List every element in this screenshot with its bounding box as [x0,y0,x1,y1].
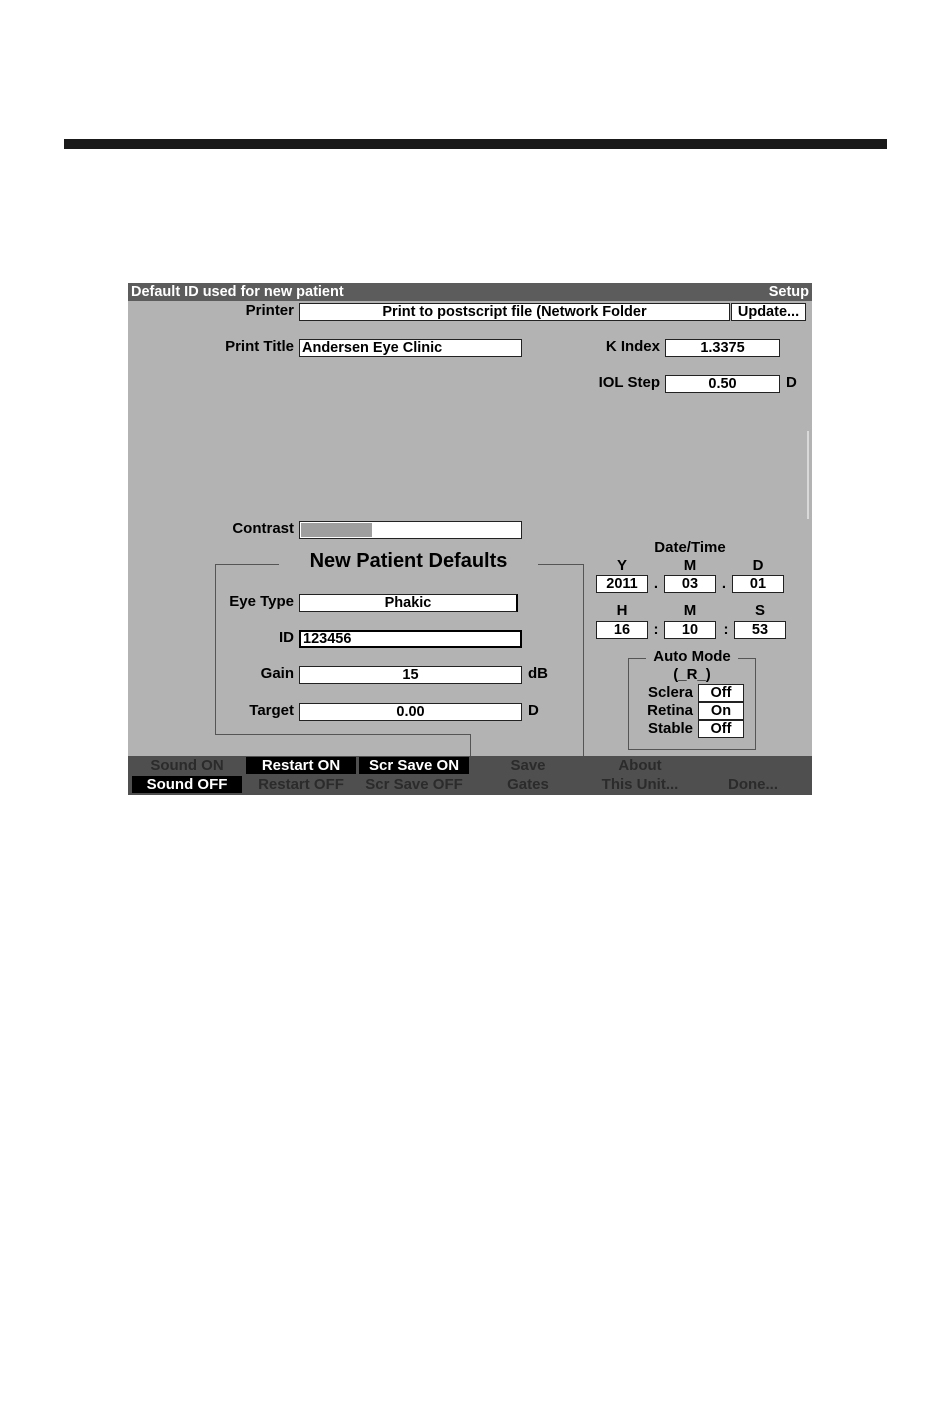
auto-mode-title: Auto Mode [653,648,731,665]
iol-step-label: IOL Step [598,374,660,391]
title-bar [128,283,812,301]
group-border-right [583,564,584,756]
date-header-year: Y [616,557,627,574]
save-gates-key-line2[interactable]: Gates [507,776,549,793]
restart-on-key[interactable]: Restart ON [246,757,356,774]
retina-toggle[interactable]: On [698,702,744,720]
date-separator: . [721,575,727,592]
eye-type-label: Eye Type [229,593,294,610]
second-input[interactable]: 53 [734,621,786,639]
group-border-notch [470,734,471,756]
auto-mode-subtitle: (_R_) [673,666,711,683]
automode-border-right [755,658,756,749]
time-separator: : [653,621,659,638]
iol-step-unit: D [786,374,797,391]
print-title-label: Print Title [225,338,294,355]
year-input[interactable]: 2011 [596,575,648,593]
sclera-toggle[interactable]: Off [698,684,744,702]
month-input[interactable]: 03 [664,575,716,593]
retina-label: Retina [647,702,693,719]
datetime-title: Date/Time [654,539,726,556]
time-header-minute: M [683,602,697,619]
target-input[interactable]: 0.00 [299,703,522,721]
time-header-hour: H [616,602,628,619]
time-separator: : [723,621,729,638]
hour-input[interactable]: 16 [596,621,648,639]
sound-off-key[interactable]: Sound OFF [132,776,242,793]
restart-off-key[interactable]: Restart OFF [258,776,344,793]
patient-id-input[interactable]: 123456 [299,630,522,648]
save-gates-key-line1[interactable]: Save [510,757,546,774]
stable-toggle[interactable]: Off [698,720,744,738]
automode-border-left [628,658,629,749]
gain-unit: dB [528,665,548,682]
print-title-input[interactable]: Andersen Eye Clinic [299,339,522,357]
sound-on-key[interactable]: Sound ON [150,757,224,774]
gain-input[interactable]: 15 [299,666,522,684]
sclera-label: Sclera [647,684,693,701]
automode-border-bottom [628,749,756,750]
softkey-bar [128,756,812,795]
date-header-day: D [752,557,764,574]
printer-label: Printer [245,302,294,319]
contrast-label: Contrast [232,520,294,537]
update-printer-button[interactable]: Update... [731,303,806,321]
contrast-slider-fill [301,523,372,537]
target-label: Target [249,702,294,719]
time-header-second: S [754,602,765,619]
about-key-line1[interactable]: About [618,757,662,774]
minute-input[interactable]: 10 [664,621,716,639]
about-key-line2[interactable]: This Unit... [601,776,679,793]
scr-save-off-key[interactable]: Scr Save OFF [365,776,463,793]
page-top-rule [64,139,887,149]
done-key[interactable]: Done... [727,776,778,793]
scr-save-on-key[interactable]: Scr Save ON [359,757,469,774]
scrollbar[interactable] [807,431,809,519]
setup-screen [128,283,812,795]
iol-step-input[interactable]: 0.50 [665,375,780,393]
eye-type-select[interactable]: Phakic [299,594,518,612]
date-header-month: M [683,557,697,574]
id-label: ID [279,629,294,646]
gain-label: Gain [260,665,294,682]
date-separator: . [653,575,659,592]
screen-title: Setup [768,284,809,300]
group-border-bottom [215,734,471,735]
status-message: Default ID used for new patient [131,284,344,300]
new-patient-defaults-title: New Patient Defaults [309,550,508,572]
k-index-label: K Index [605,338,660,355]
stable-label: Stable [647,720,693,737]
contrast-slider[interactable] [299,521,522,539]
k-index-input[interactable]: 1.3375 [665,339,780,357]
group-border-top-left [215,564,279,565]
target-unit: D [528,702,539,719]
day-input[interactable]: 01 [732,575,784,593]
group-border-top-right [538,564,584,565]
printer-select[interactable]: Print to postscript file (Network Folder [299,303,730,321]
